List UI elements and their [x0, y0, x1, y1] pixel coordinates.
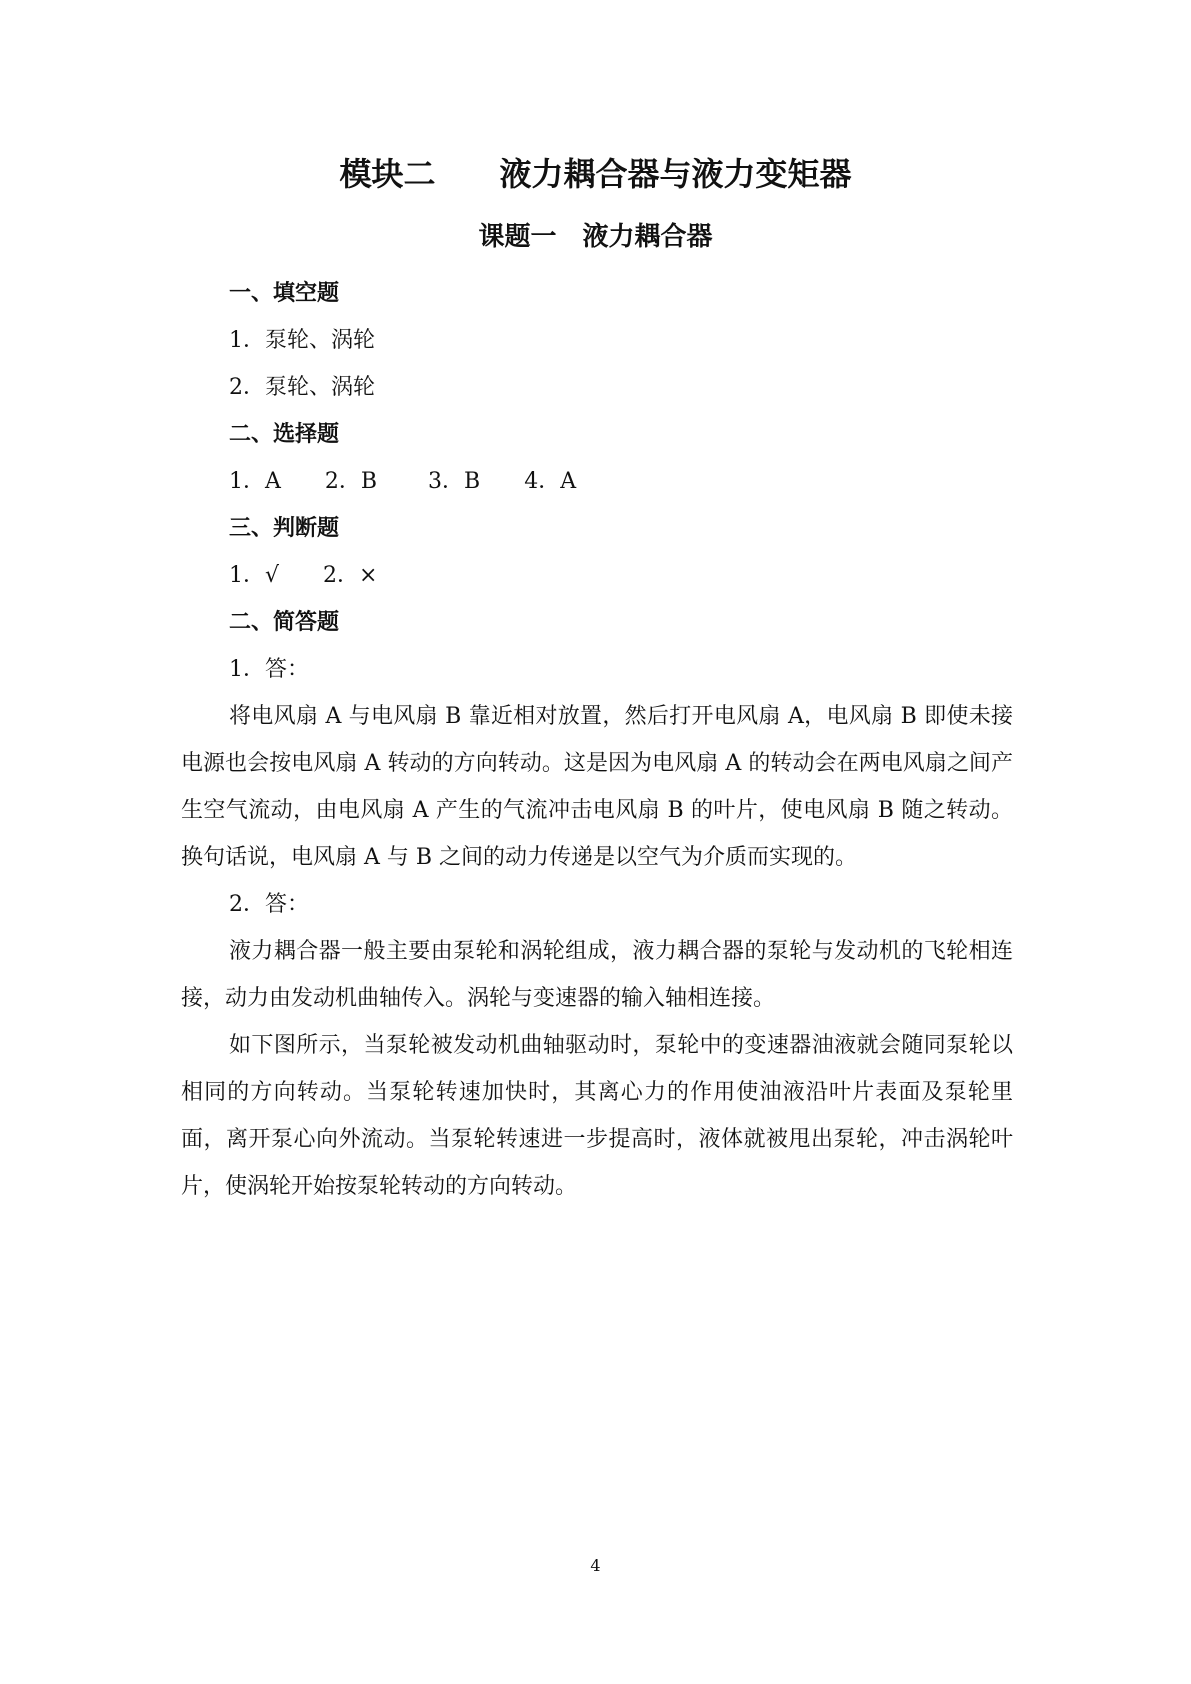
short-answer-1-paragraph: 将电风扇 A 与电风扇 B 靠近相对放置，然后打开电风扇 A，电风扇 B 即使未接电源也会按电风扇 A 转动的方向转动。这是因为电风扇 A 的转动会在两电风扇之间产生空气流动，由电风扇 A 产生的气流冲击电风扇 B 的叶片，使电风扇 B 随之转动。换句话说，电风扇 A 与 B 之间的动力传递是以空气为介质而实现的。 [181, 704, 1013, 870]
short-answer-2-paragraph-2: 如下图所示，当泵轮被发动机曲轴驱动时，泵轮中的变速器油液就会随同泵轮以相同的方向转动。当泵轮转速加快时，其离心力的作用使油液沿叶片表面及泵轮里面，离开泵心向外流动。当泵轮转速进一步提高时，液体就被甩出泵轮，冲击涡轮叶片，使涡轮开始按泵轮转动的方向转动。 [181, 1033, 1013, 1199]
page-number: 4 [590, 1556, 601, 1575]
module-title: 模块二 液力耦合器与液力变矩器 [339, 155, 852, 193]
fill-blank-answer-1: 1．泵轮、涡轮 [229, 328, 375, 353]
section-heading-fill-blank: 一、填空题 [229, 280, 340, 306]
choice-answers: 1．A 2．B 3．B 4．A [229, 469, 577, 494]
section-heading-judge: 三、判断题 [229, 515, 340, 541]
lesson-title: 课题一 液力耦合器 [478, 222, 713, 252]
judge-answers: 1．√ 2．× [229, 563, 378, 588]
short-answer-1-label: 1．答： [229, 657, 309, 682]
answer-body [181, 270, 1013, 1210]
short-answer-2-paragraph-1: 液力耦合器一般主要由泵轮和涡轮组成，液力耦合器的泵轮与发动机的飞轮相连接，动力由发动机曲轴传入。涡轮与变速器的输入轴相连接。 [181, 939, 1013, 1011]
fill-blank-answer-2: 2．泵轮、涡轮 [229, 375, 375, 400]
section-heading-choice: 二、选择题 [229, 421, 340, 447]
section-heading-short-answer: 二、简答题 [229, 609, 340, 635]
short-answer-2-label: 2．答： [229, 892, 309, 917]
